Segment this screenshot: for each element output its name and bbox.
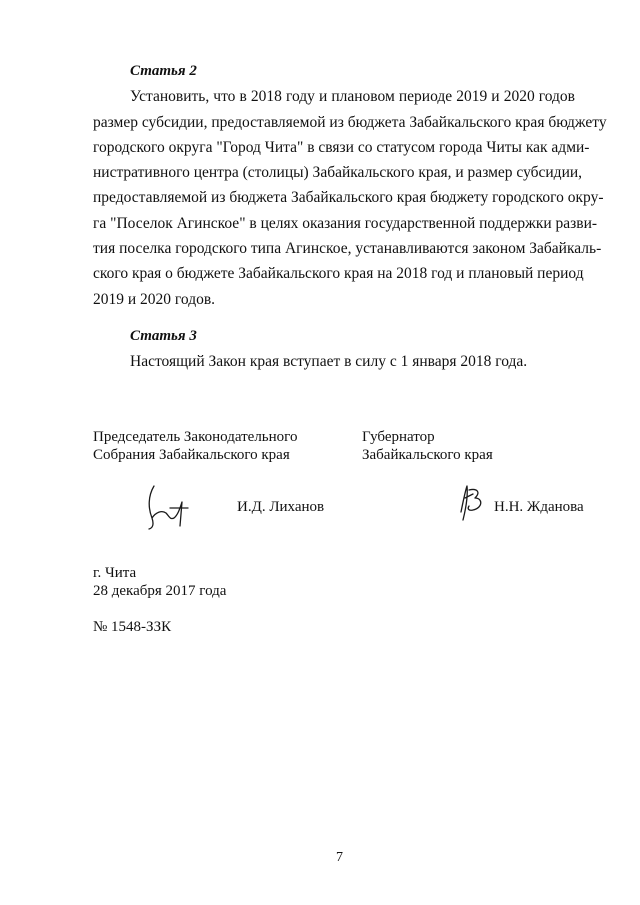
article-3-heading: Статья 3 [130,328,197,344]
right-signatory-name: Н.Н. Жданова [494,499,584,515]
right-signatory-title: Забайкальского края [362,447,493,463]
signing-date: 28 декабря 2017 года [93,583,227,599]
law-number: № 1548-ЗЗК [93,619,172,635]
article-2-line: размер субсидии, предоставляемой из бюджета Забайкальского края бюджету [93,114,607,131]
left-signatory-title: Председатель Законодательного [93,429,298,445]
signing-city: г. Чита [93,565,137,581]
article-2-line: га "Поселок Агинское" в целях оказания государственной поддержки разви- [93,215,598,232]
left-handwritten-signature [140,482,192,532]
left-signatory-name: И.Д. Лиханов [237,499,325,515]
article-2-line: тия поселка городского типа Агинское, устанавливаются законом Забайкаль- [93,240,602,257]
right-handwritten-signature [455,482,489,524]
page-number: 7 [336,850,343,865]
left-signatory-title: Собрания Забайкальского края [93,447,290,463]
article-2-line: 2019 и 2020 годов. [93,291,216,308]
article-3-text: Настоящий Закон края вступает в силу с 1 января 2018 года. [130,353,528,370]
article-2-line: Установить, что в 2018 году и плановом периоде 2019 и 2020 годов [130,88,575,105]
article-2-heading: Статья 2 [130,63,197,79]
article-2-line: нистративного центра (столицы) Забайкальского края, и размер субсидии, [93,164,583,181]
right-signatory-title: Губернатор [362,429,435,445]
article-2-line: ского края о бюджете Забайкальского края на 2018 год и плановый период [93,265,584,282]
article-2-line: предоставляемой из бюджета Забайкальского края бюджету городского окру- [93,189,604,206]
article-2-line: городского округа "Город Чита" в связи со статусом города Читы как адми- [93,139,590,156]
